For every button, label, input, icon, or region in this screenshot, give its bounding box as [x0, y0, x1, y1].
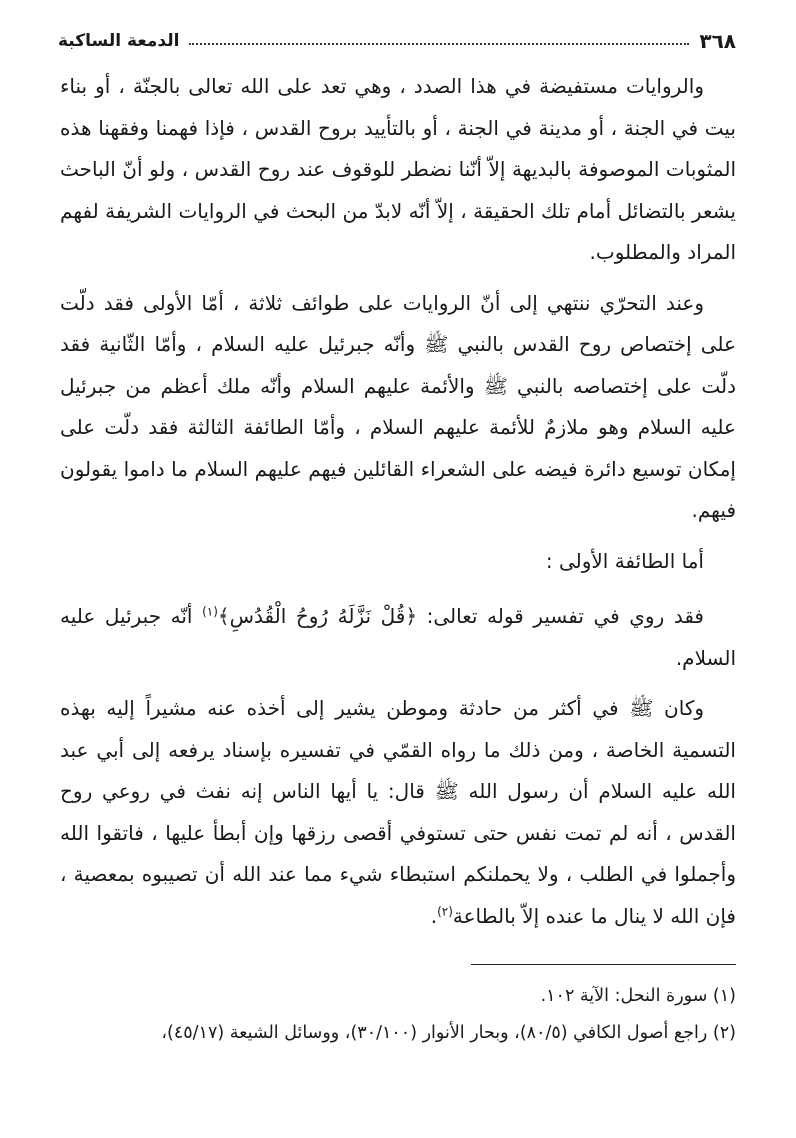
paragraph-2: وعند التحرّي ننتهي إلى أنّ الروايات على طوائف ثلاثة ، أمّا الأولى فقد دلّت على إختصاص روح القدس بالنبي ﷺ وأنّه جبرئيل عليه السلام ، وأمّا الثّانية فقد دلّت على إختصاصه بالنبي ﷺ والأئمة عليهم السلام وأنّه ملك أعظم من جبرئيل عليه السلام وهو ملازمٌ للأئمة عليهم السلام ، وأمّا الطائفة الثالثة فقد دلّت على إمكان توسيع دائرة فيضه على الشعراء القائلين فيهم عليهم السلام ما داموا يقولون فيهم.: [60, 290, 736, 522]
quran-verse: ﴿قُلْ نَزَّلَهُ رُوحُ الْقُدُسِ﴾: [217, 604, 418, 628]
quote-paragraph: [60, 596, 736, 679]
narration-paragraph: [60, 688, 736, 937]
footnote-ref-2[interactable]: (٢): [437, 903, 453, 918]
book-title: الدمعة الساكبة: [58, 31, 180, 51]
footnote-2: (٢) راجع أصول الكافي (٨٠/٥)، وبحار الأنوار (٣٠/١٠٠)، ووسائل الشيعة (٤٥/١٧)،: [161, 1023, 736, 1043]
quote-intro: فقد روي في تفسير قوله تعالى:: [417, 604, 704, 628]
footnotes: [60, 978, 736, 1052]
narration-text: وكان ﷺ في أكثر من حادثة وموطن يشير إلى أخذه عنه مشيراً إليه بهذه التسمية الخاصة ، ومن ذلك ما رواه القمّي في تفسيره بإسناد يرفعه إلى أبي عبد الله عليه السلام أن رسول الله ﷺ قال: يا أيها الناس إنه نفث في روعي روح القدس ، أنه لم تمت نفس حتى تستوفي أقصى رزقها وإن أبطأ عليها ، فاتقوا الله وأجملوا في الطلب ، ولا يحملنكم استبطاء شيء مما عند الله أن تصيبوه بمعصية ، فإن الله لا ينال ما عنده إلاّ بالطاعة: [60, 696, 736, 928]
footnote-separator: [471, 964, 736, 965]
body-text: [60, 66, 736, 946]
header-dotted-rule: [189, 43, 689, 45]
footnote-1: (١) سورة النحل: الآية ١٠٢.: [540, 986, 736, 1006]
running-header: [58, 28, 736, 54]
quote-outro: أنّه جبرئيل عليه السلام.: [60, 604, 736, 670]
paragraph-1: والروايات مستفيضة في هذا الصدد ، وهي تعد على الله تعالى بالجنّة ، أو بناء بيت في الجنة ، أو مدينة في الجنة ، أو بالتأييد بروح القدس ، فإذا فهمنا وفقهنا هذه المثوبات الموصوفة بالبديهة إلاّ أنّنا نضطر للوقوف عند روح القدس ، ولو أنّ الباحث يشعر بالتضائل أمام تلك الحقيقة ، إلاّ أنّه لابدّ من البحث في الروايات الشريفة لفهم المراد والمطلوب.: [60, 74, 736, 264]
narration-end: .: [430, 903, 438, 928]
section-heading: أما الطائفة الأولى :: [545, 548, 704, 573]
footnote-ref-1[interactable]: (١): [202, 604, 218, 619]
page-number: ٣٦٨: [699, 29, 736, 53]
